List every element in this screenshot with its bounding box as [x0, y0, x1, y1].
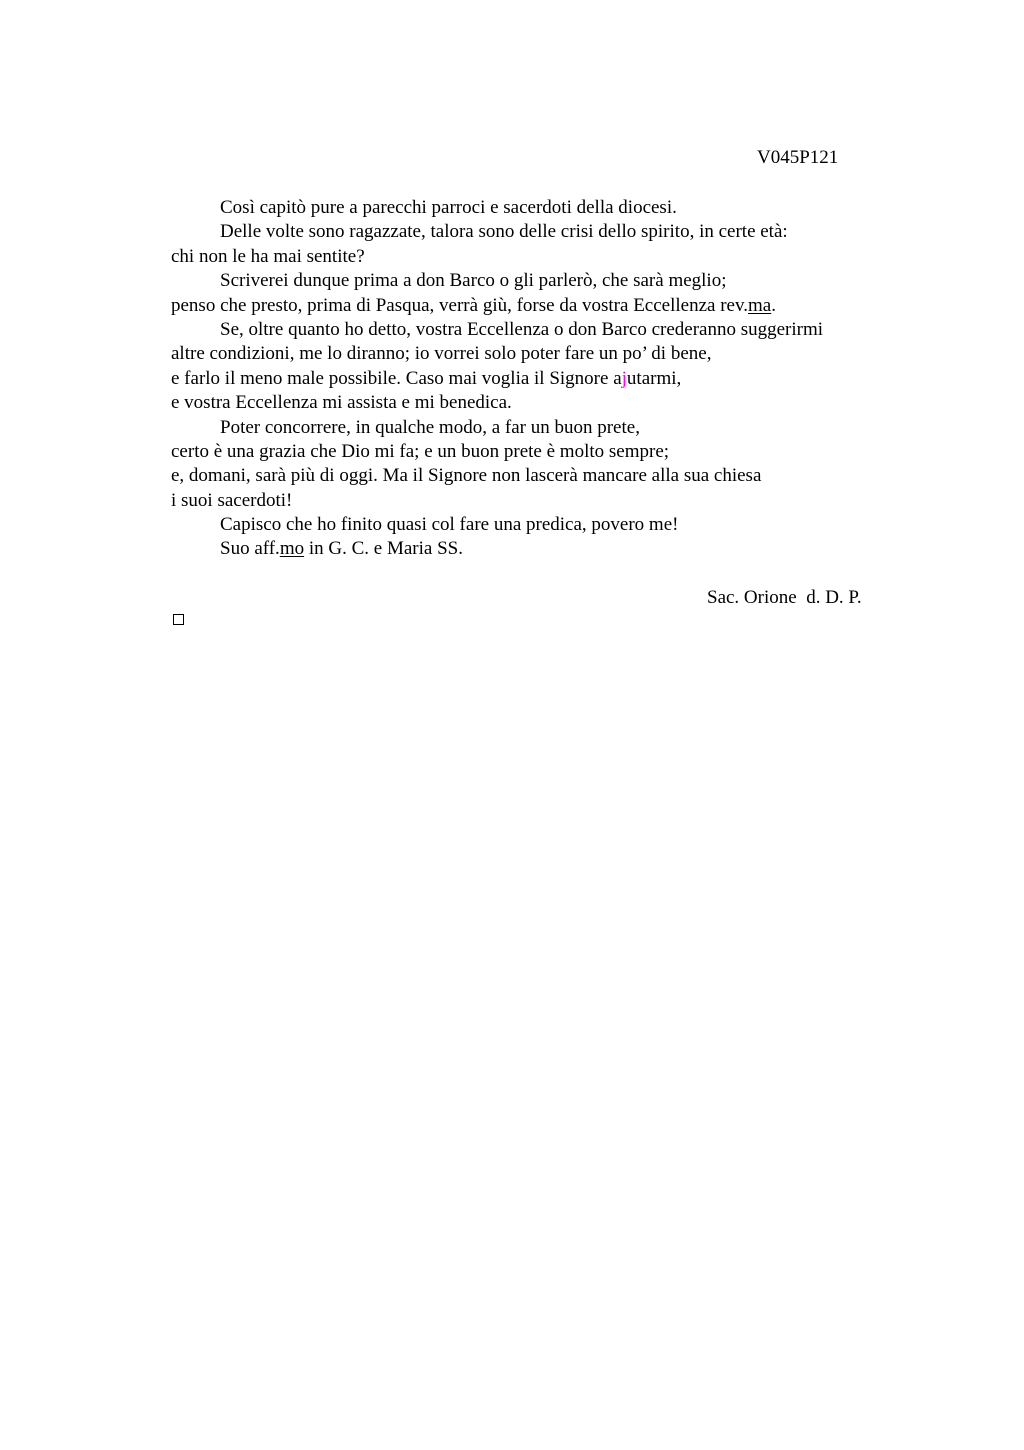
text-line: Delle volte sono ragazzate, talora sono delle crisi dello spirito, in certe età:	[220, 221, 788, 243]
text-line: Se, oltre quanto ho detto, vostra Eccellenza o don Barco crederanno suggerirmi	[220, 318, 824, 340]
text-line: Così capitò pure a parecchi parroci e sacerdoti della diocesi.	[220, 197, 677, 218]
text-line: e vostra Eccellenza mi assista e mi benedica.	[171, 392, 512, 414]
page-identifier: V045P121	[757, 147, 839, 168]
text-line: Capisco che ho finito quasi col fare una predica, povero me!	[220, 514, 679, 536]
abbreviation-underlined: mo	[279, 538, 305, 560]
text-segment: .	[771, 294, 776, 316]
text-line: chi non le ha mai sentite?	[171, 245, 365, 267]
text-line	[171, 367, 891, 391]
highlighted-letter: j	[621, 367, 627, 389]
text-line: i suoi sacerdoti!	[171, 489, 293, 511]
signature: Sac. Orione d. D. P.	[707, 587, 862, 608]
end-marker-box-icon	[173, 614, 184, 625]
text-segment: utarmi,	[626, 367, 682, 389]
text-line: certo è una grazia che Dio mi fa; e un buon prete è molto sempre;	[171, 440, 670, 462]
abbreviation-underlined: ma	[748, 294, 772, 316]
letter-body	[171, 196, 891, 562]
text-line: Poter concorrere, in qualche modo, a far un buon prete,	[220, 416, 640, 438]
text-segment: e farlo il meno male possibile. Caso mai voglia il Signore a	[171, 367, 622, 389]
text-line: e, domani, sarà più di oggi. Ma il Signore non lascerà mancare alla sua chiesa	[171, 465, 762, 487]
text-line: Scriverei dunque prima a don Barco o gli parlerò, che sarà meglio;	[220, 270, 727, 292]
text-line: altre condizioni, me lo diranno; io vorrei solo poter fare un po’ di bene,	[171, 343, 712, 365]
text-segment: Suo aff.	[220, 538, 280, 560]
text-line	[171, 537, 891, 561]
text-line	[171, 294, 891, 318]
text-segment: in G. C. e Maria SS.	[304, 538, 463, 560]
text-segment: penso che presto, prima di Pasqua, verrà giù, forse da vostra Eccellenza rev.	[171, 294, 748, 316]
